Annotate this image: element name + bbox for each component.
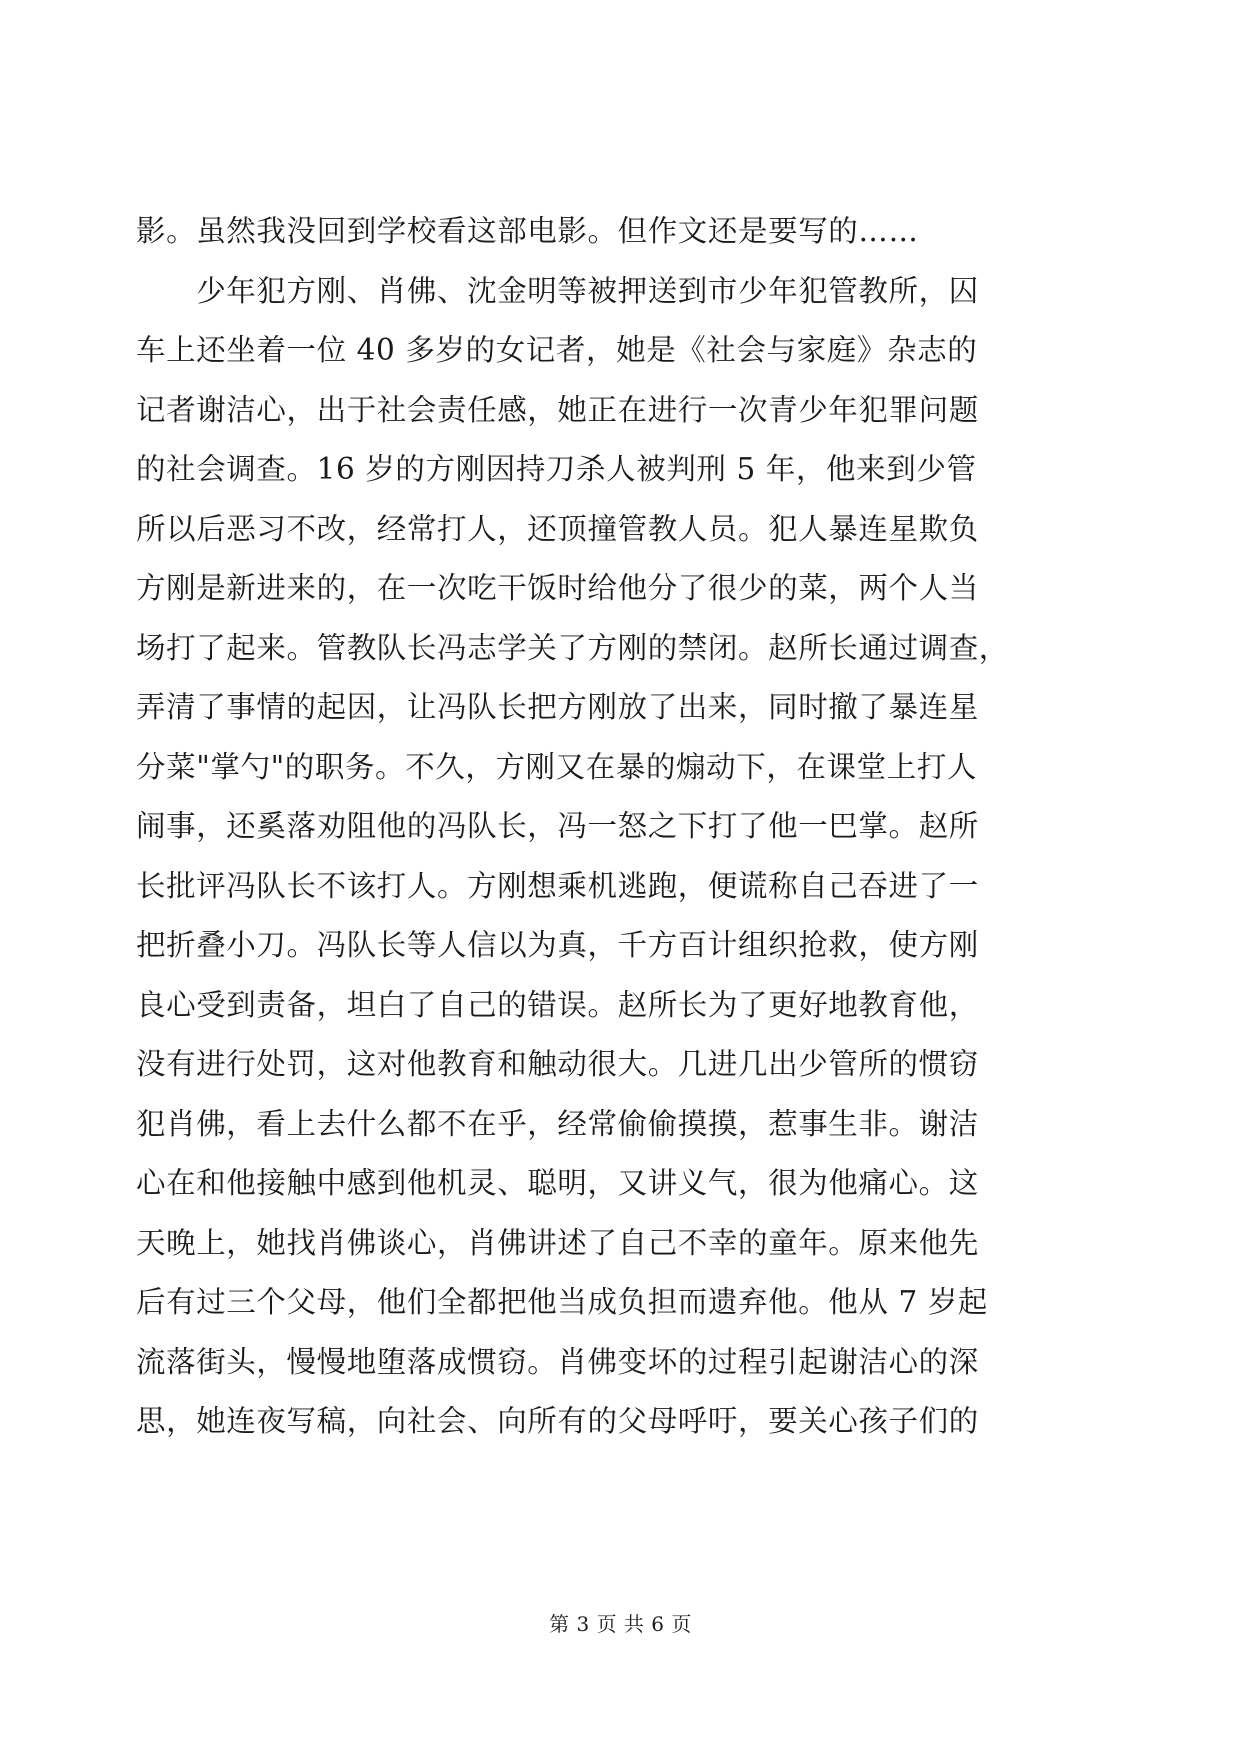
- text-line-18: 天晚上，她找肖佛谈心，肖佛讲述了自己不幸的童年。原来他先: [136, 1225, 979, 1260]
- text-line-17: 心在和他接触中感到他机灵、聪明，又讲义气，很为他痛心。这: [136, 1166, 979, 1200]
- text-line-6: 所以后恶习不改，经常打人，还顶撞管教人员。犯人暴连星欺负: [136, 511, 979, 546]
- text-line-3: 车上还坐着一位 40 多岁的女记者，她是《社会与家庭》杂志的: [136, 333, 978, 367]
- text-line-8: 场打了起来。管教队长冯志学关了方刚的禁闭。赵所长通过调查，: [136, 630, 1009, 665]
- text-line-19: 后有过三个父母，他们全都把他当成负担而遗弃他。他从 7 岁起: [136, 1285, 989, 1319]
- text-line-7: 方刚是新进来的，在一次吃干饭时给他分了很少的菜，两个人当: [136, 571, 979, 605]
- text-line-14: 良心受到责备，坦白了自己的错误。赵所长为了更好地教育他，: [136, 987, 979, 1022]
- text-line-10: 分菜"掌勺"的职务。不久，方刚又在暴的煽动下，在课堂上打人: [136, 749, 978, 784]
- text-line-5: 的社会调查。16 岁的方刚因持刀杀人被判刑 5 年，他来到少管: [136, 452, 977, 486]
- text-line-1: 影。虽然我没回到学校看这部电影。但作文还是要写的……: [136, 214, 919, 248]
- text-line-12: 长批评冯队长不该打人。方刚想乘机逃跑，便谎称自己吞进了一: [136, 868, 979, 903]
- body-text: [136, 202, 1101, 1452]
- text-line-11: 闹事，还奚落劝阻他的冯队长，冯一怒之下打了他一巴掌。赵所: [136, 809, 979, 843]
- text-line-16: 犯肖佛，看上去什么都不在乎，经常偷偷摸摸，惹事生非。谢洁: [136, 1106, 979, 1141]
- page-footer: 第 3 页 共 6 页: [549, 1612, 692, 1636]
- text-line-2: 少年犯方刚、肖佛、沈金明等被押送到市少年犯管教所，囚: [136, 273, 979, 308]
- text-line-15: 没有进行处罚，这对他教育和触动很大。几进几出少管所的惯窃: [136, 1047, 979, 1081]
- text-line-13: 把折叠小刀。冯队长等人信以为真，千方百计组织抢救，使方刚: [136, 928, 979, 962]
- text-line-21: 思，她连夜写稿，向社会、向所有的父母呼吁，要关心孩子们的: [136, 1404, 979, 1438]
- text-line-9: 弄清了事情的起因，让冯队长把方刚放了出来，同时撤了暴连星: [136, 690, 979, 724]
- text-line-20: 流落街头，慢慢地堕落成惯窃。肖佛变坏的过程引起谢洁心的深: [136, 1344, 979, 1379]
- text-line-4: 记者谢洁心，出于社会责任感，她正在进行一次青少年犯罪问题: [136, 392, 979, 427]
